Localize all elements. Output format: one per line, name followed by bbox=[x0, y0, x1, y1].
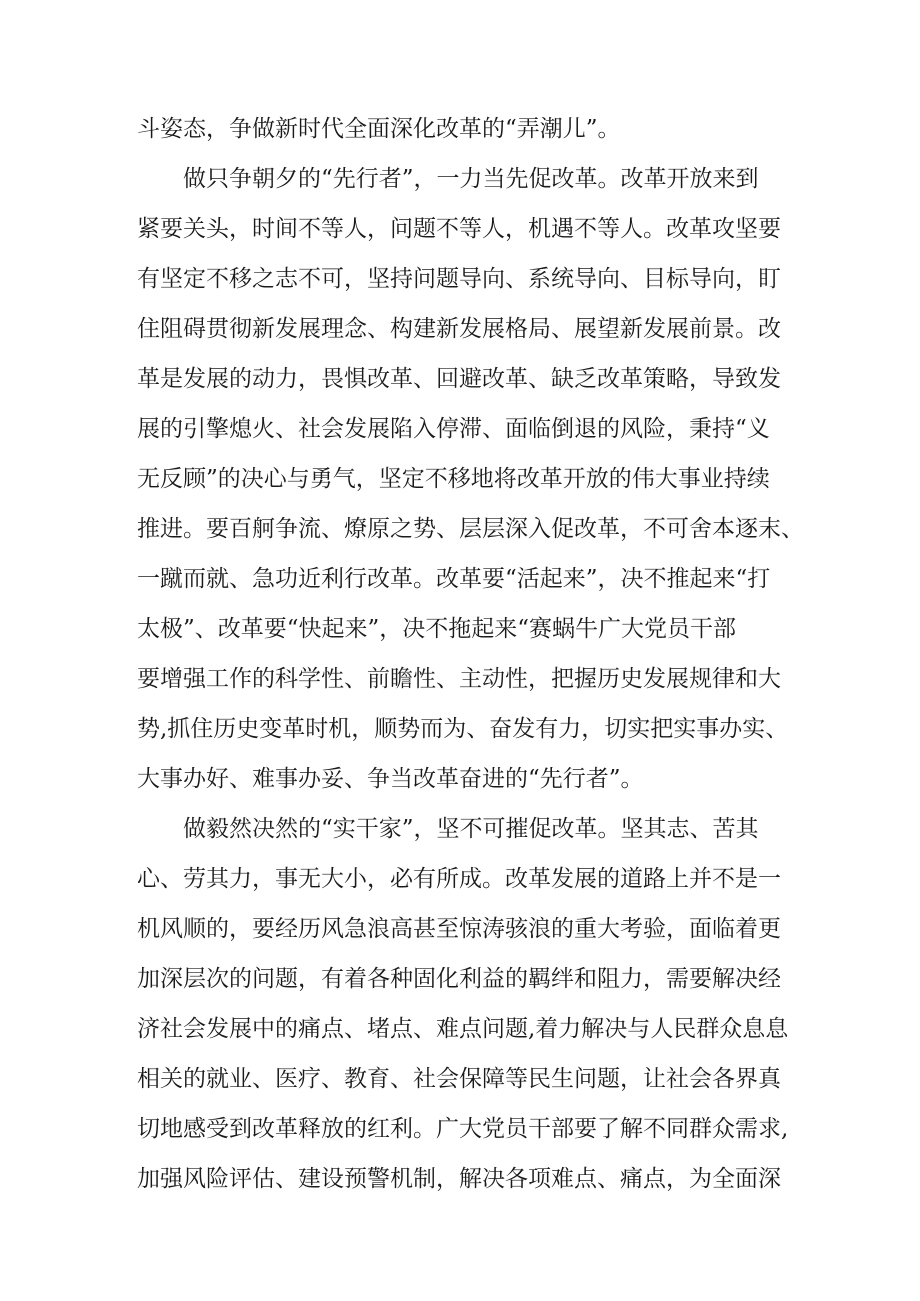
text-line: 切地感受到改革释放的红利。广大党员干部要了解不同群众需求, bbox=[137, 1116, 789, 1142]
text-line: 要增强工作的科学性、前瞻性、主动性，把握历史发展规律和大 bbox=[137, 666, 781, 692]
document-body bbox=[137, 104, 804, 1204]
text-line: 大事办好、难事办妥、争当改革奋进的“先行者”。 bbox=[137, 766, 644, 792]
text-line: 革是发展的动力，畏惧改革、回避改革、缺乏改革策略，导致发 bbox=[137, 366, 781, 392]
text-line: 推进。要百舸争流、燎原之势、层层深入促改革，不可舍本逐末、 bbox=[137, 516, 804, 542]
paragraph-first-line: 做毅然决然的“实干家”，坚不可摧促改革。坚其志、苦其 bbox=[183, 816, 759, 842]
text-line: 展的引擎熄火、社会发展陷入停滞、面临倒退的风险，秉持“义 bbox=[137, 416, 770, 442]
text-line: 加深层次的问题，有着各种固化利益的羁绊和阻力，需要解决经 bbox=[137, 966, 781, 992]
text-line: 相关的就业、医疗、教育、社会保障等民生问题，让社会各界真 bbox=[137, 1066, 781, 1092]
text-line: 住阻碍贯彻新发展理念、构建新发展格局、展望新发展前景。改 bbox=[137, 316, 781, 342]
text-line: 加强风险评估、建设预警机制，解决各项难点、痛点，为全面深 bbox=[137, 1166, 781, 1192]
text-line: 斗姿态，争做新时代全面深化改革的“弄潮儿”。 bbox=[137, 116, 621, 142]
text-line: 机风顺的，要经历风急浪高甚至惊涛骇浪的重大考验，面临着更 bbox=[137, 916, 781, 942]
text-line: 紧要关头，时间不等人，问题不等人，机遇不等人。改革攻坚要 bbox=[137, 216, 781, 242]
text-line: 一蹴而就、急功近利行改革。改革要“活起来”，决不推起来“打 bbox=[137, 566, 771, 592]
text-line: 太极”、改革要“快起来”，决不拖起来“赛蜗牛广大党员干部 bbox=[137, 616, 737, 642]
text-line: 有坚定不移之志不可，坚持问题导向、系统导向、目标导向，盯 bbox=[137, 266, 781, 292]
text-line: 势,抓住历史变革时机，顺势而为、奋发有力，切实把实事办实、 bbox=[137, 716, 789, 742]
paragraph-first-line: 做只争朝夕的“先行者”，一力当先促改革。改革开放来到 bbox=[183, 166, 759, 192]
text-line: 济社会发展中的痛点、堵点、难点问题,着力解决与人民群众息息 bbox=[137, 1016, 789, 1042]
text-line: 无反顾”的决心与勇气，坚定不移地将改革开放的伟大事业持续 bbox=[137, 466, 770, 492]
text-line: 心、劳其力，事无大小，必有所成。改革发展的道路上并不是一 bbox=[137, 866, 781, 892]
